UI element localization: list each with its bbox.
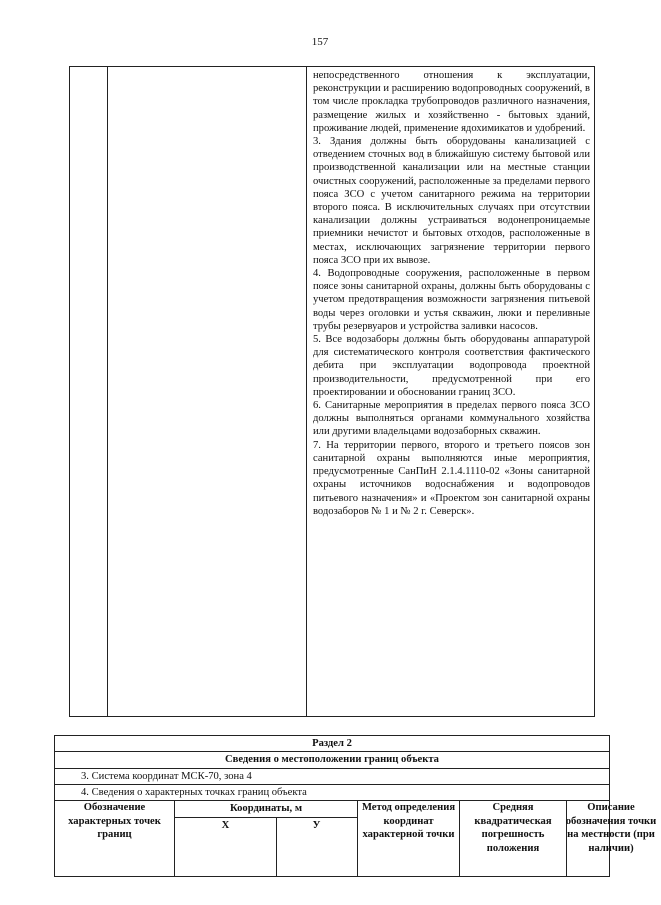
header-x: Х [175,817,277,876]
section-2-table [54,735,657,877]
header-error: Средняя квадратическая погрешность положения [460,801,567,876]
column-divider [306,67,307,716]
header-description [565,801,657,876]
header-point-designation: Обозначение характерных точек границ [55,801,175,876]
requirement-paragraph: 6. Санитарные мероприятия в пределах первого пояса ЗСО должны выполняться органами коммунального хозяйства или другими владельцами водозаборных скважин. [313,400,590,438]
section-title: Раздел 2 [55,736,609,752]
continuation-table [69,66,595,717]
header-method: Метод определения координат характерной точки [358,801,460,876]
requirement-paragraph: 7. На территории первого, второго и третьего поясов зон санитарной охраны выполняются иные мероприятия, предусмотренные СанПиН 2.1.4.1110-02 «Зоны санитарной охраны источников водоснабжения и водопроводов питьевого назначения» и «Проектом зон санитарной охраны водозаборов № 1 и № 2 г. Северск». [313,439,590,517]
requirement-paragraph: 5. Все водозаборы должны быть оборудованы аппаратурой для систематического контроля соответствия фактического дебита при эксплуатации водопровода проектной производительности, предусмотренной при его проектировании и обосновании границ ЗСО. [313,334,590,398]
page-number: 157 [311,36,329,48]
header-y: У [312,820,321,831]
requirement-paragraph: непосредственного отношения к эксплуатации, реконструкции и расширению водопроводных сооружений, в том числе прокладка трубопроводов различного назначения, размещение жилых и хозяйственно - бытовых зданий, проживание людей, применение ядохимикатов и удобрений. [313,70,590,134]
column-divider [107,67,108,716]
requirement-paragraph: 4. Водопроводные сооружения, расположенные в первом поясе зоны санитарной охраны, должны быть оборудованы с учетом предотвращения возможности загрязнения питьевой воды через оголовки и устья скважин, люки и переливные трубы резервуаров и устройства заливки насосов. [313,268,590,332]
header-coordinates-label: Координаты, м [175,801,357,818]
header-coordinates [175,801,358,876]
section-subtitle: Сведения о местоположении границ объекта [55,752,609,769]
header-description-text: Описание обозначения точки на местности (при наличии) [565,802,657,854]
requirements-text [313,69,590,518]
table-header [55,801,657,876]
coordinate-system-item: 3. Система координат МСК-70, зона 4 [55,769,609,785]
boundary-points-item: 4. Сведения о характерных точках границ объекта [55,785,609,801]
requirement-paragraph: 3. Здания должны быть оборудованы канализацией с отведением сточных вод в ближайшую систему бытовой или производственной канализации или на местные станции очистных сооружений, расположенные за пределами первого пояса ЗСО с учетом санитарного режима на территории второго пояса. В исключительных случаях при отсутствии канализации должны устраиваться водонепроницаемые приемники нечистот и бытовых отходов, расположенные в местах, исключающих загрязнение территории первого пояса ЗСО при их вывозе. [313,136,590,266]
